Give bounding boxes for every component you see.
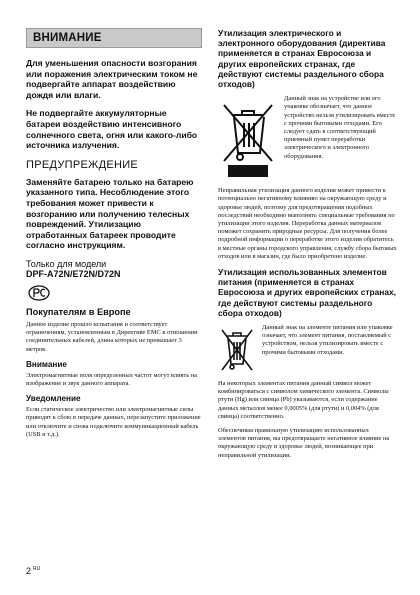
battery-body-1: На некоторых элементах питания данный символ может комбинироваться с символом химического элемента. Символы ртути (Hg) или свинца (Pb) указываются, если содержание данных металлов менее 0,0005% (для ртути) и 0,004% (для свинца) соответственно. (218, 380, 389, 420)
europe-heading: Покупателям в Европе (26, 306, 131, 317)
attention-heading: Внимание (26, 359, 67, 369)
notice-text: Если статическое электричество или электромагнитные силы приводят к сбою в передаче данных, перезапустите приложение или отключите и снова подключите коммуникационный кабель (USB и т.д.). (26, 406, 201, 438)
europe-text: Данное изделие прошло испытания и соответствует ограничениям, установленным в Директиве EMC в отношении соединительных кабелей, длина которых не превышает 3 метров. (26, 320, 198, 353)
right-column (218, 28, 398, 466)
weee-title: Утилизация электрического и электронного оборудования (директива применяется в странах Евросоюза и других европейских странах, где действуют системы раздельного сбора отходов) (218, 28, 386, 90)
warning-text-1: Для уменьшения опасности возгорания или поражения электрическим током не подвергайте аппарат воздействию дождя или влаги. (26, 58, 198, 100)
battery-figure-row (218, 324, 398, 376)
model-names: DPF-A72N/E72N/D72N (26, 268, 121, 279)
warning-banner: ВНИМАНИЕ (26, 28, 202, 48)
battery-side-text: Данный знак на элементе питания или упаковке означает, что элемент питания, поставляемый с устройством, нельзя утилизировать вместе с прочими бытовыми отходами. (262, 324, 393, 356)
language-code: RU (33, 566, 41, 572)
caution-text: Заменяйте батарею только на батарею указанного типа. Несоблюдение этого требования может привести к возгоранию или получению телесных повреждений. Утилизацию отработанных батареек проводите согласно инструкциям. (26, 176, 194, 251)
page-footer (26, 566, 40, 576)
page-number: 2 (26, 566, 32, 576)
battery-title: Утилизация использованных элементов питания (применяется в странах Евросоюза и других европейских странах, где действуют системы раздельного сбора отходов) (218, 267, 397, 318)
battery-body-2: Обеспечивая правильную утилизацию использованных элементов питания, вы предотвращаете негативное влияние на окружающую среду и здоровье людей, возникающее при неправильной утилизации. (218, 427, 390, 459)
crossed-out-battery-bin-icon (218, 324, 256, 376)
weee-side-text: Данный знак на устройстве или его упаковке обозначает, что данное устройство нельзя утилизировать вместе с прочими бытовыми отходами. Его следует сдать в соответствующий приемный пункт переработки электрического и электронного оборудования. (284, 95, 396, 160)
caution-heading: ПРЕДУПРЕЖДЕНИЕ (26, 158, 139, 171)
left-column (26, 28, 202, 445)
model-prefix: Только для модели (26, 258, 107, 269)
notice-heading: Уведомление (26, 394, 81, 404)
weee-body: Неправильная утилизация данного изделия может привести к потенциально негативному влиянию на окружающую среду и здоровье людей, поэтому для предотвращения подобных последствий необходимо выполнять специальные требования по утилизации этого изделия. Переработка данных материалов поможет сохранить природные ресурсы. Для получения более подробной информации о переработке этого изделия обратитесь в местные органы городского управления, службу сбора бытовых отходов или в магазин, где было приобретено изделие. (218, 187, 397, 260)
crossed-out-wheelie-bin-icon (218, 95, 278, 183)
attention-text: Электромагнитные поля определенных частот могут влиять на изображение и звук данного аппарата. (26, 371, 198, 387)
weee-figure-row (218, 95, 398, 183)
warning-text-2: Не подвергайте аккумуляторные батареи воздействию интенсивного солнечного света, огня или какого-либо источника излучения. (26, 108, 198, 151)
pct-certification-mark-icon (28, 285, 50, 301)
